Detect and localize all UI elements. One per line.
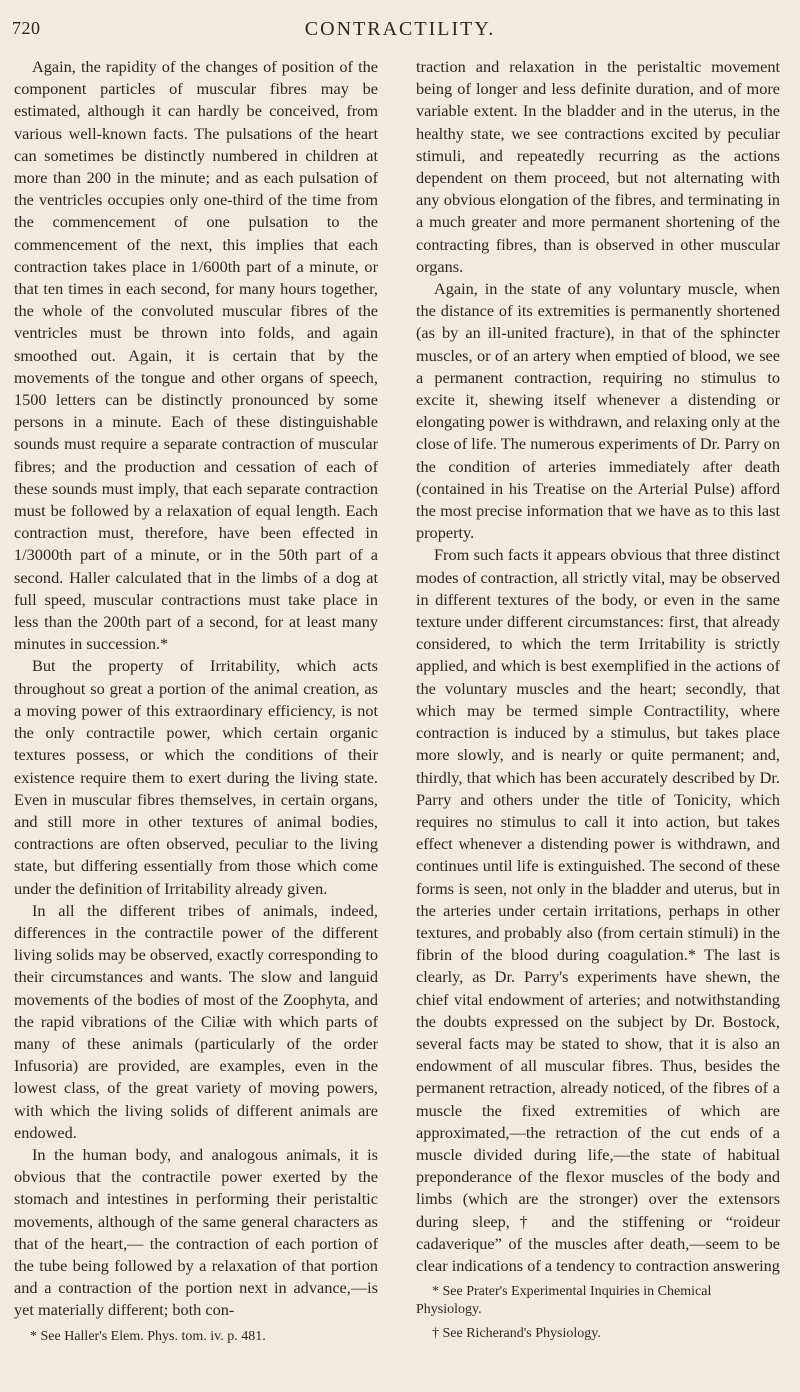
paragraph: Again, in the state of any voluntary muscle, when the distance of its extremities is permanently shortened (as by an ill-united fracture), in that of the sphincter muscles, or of an artery when emptied of blood, we see a permanent contraction, requiring no stimulus to excite it, shewing itself whenever a distending or elongating power is withdrawn, and relaxing only at the close of life. The numerous experiments of Dr. Parry on the condition of arteries immediately after death (contained in his Treatise on the Arterial Pulse) afford the most precise information that we have as to this last property. [416, 279, 780, 543]
footnote: * See Haller's Elem. Phys. tom. iv. p. 481. [30, 1328, 266, 1344]
paragraph: But the property of Irritability, which acts throughout so great a portion of the animal creation, as a moving power of this extraordinary efficiency, is not the only contractile power, which certain organic textures possess, or which the conditions of their existence require them to exert during the living state. Even in muscular fibres themselves, in certain organs, and still more in other textures of animal bodies, contractions are often observed, peculiar to the living state, but differing essentially from those which come under the definition of Irritability already given. [14, 656, 378, 898]
paragraph: From such facts it appears obvious that three distinct modes of contraction, all strictly vital, may be observed in different textures of the body, or even in the same texture under different circumstances: first, that already considered, to which the term Irritability is strictly applied, and which is best exemplified in the actions of the voluntary muscles and the heart; secondly, that which may be termed simple Contractility, where contraction is induced by a stimulus, but takes place more slowly, and is nearly or quite permanent; and, thirdly, that which has been accurately described by Dr. Parry and others under the title of Tonicity, which requires no stimulus to call it into action, but takes effect whenever a distending power is withdrawn, and continues until life is extinguished. The second of these forms is seen, not only in the bladder and uterus, but in the arteries under certain irritations, perhaps in other textures, and probably also (from certain stimuli) in the fibrin of the blood during coagulation.* The last is clearly, as Dr. Parry's experiments have shewn, the chief vital endowment of arteries; and notwithstanding the doubts expressed on the subject by Dr. Bostock, several facts may be stated to show, that it is also an endowment of all muscular fibres. Thus, besides the permanent retraction, already noticed, of the fibres of a muscle the fixed extremities of which are approximated,—the retraction of the cut ends of a muscle divided during life,—the state of habitual preponderance of the flexor muscles of the body and limbs (which are the stronger) over the extensors during sleep,† and the stiffening or “roideur cadaverique” of the muscles after death,—seem to be clear indications of a tendency to contraction answering [416, 545, 780, 1275]
paragraph: In all the different tribes of animals, indeed, differences in the contractile power of the different living solids may be observed, exactly corresponding to their circumstances and wants. The slow and languid movements of the bodies of most of the Zoophyta, and the rapid vibrations of the Ciliæ with which parts of many of these animals (particularly of the order Infusoria) are provided, are examples, even in the lowest class, of the great variety of moving powers, with which the living solids of different animals are endowed. [14, 900, 378, 1142]
running-title: CONTRACTILITY. [304, 18, 496, 40]
page-number: 720 [12, 18, 41, 38]
paragraph: traction and relaxation in the peristaltic movement being of longer and less definite duration, and of more variable extent. In the bladder and in the uterus, in the healthy state, we see contractions excited by peculiar stimuli, and repeatedly recurring as the actions dependent on them proceed, but not alternating with any obvious elongation of the fibres, and terminating in a much greater and more permanent shortening of the contracting fibres, than is observed in other muscular organs. [416, 57, 780, 276]
footnote: * See Prater's Experimental Inquiries in Chemical Physiology. [416, 1284, 712, 1318]
paragraph: Again, the rapidity of the changes of position of the component particles of muscular fibres may be estimated, although it can hardly be conceived, from various well-known facts. The pulsations of the heart can sometimes be distinctly numbered in children at more than 200 in the minute; and as each pulsation of the ventricles occupies only one-third of the time from the commencement of one pulsation to the commencement of the next, this implies that each contraction takes place in 1/600th part of a minute, or that ten times in each second, for many hours together, the whole of the convoluted muscular fibres of the ventricles must be thrown into folds, and again smoothed out. Again, it is certain that by the movements of the tongue and other organs of speech, 1500 letters can be distinctly pronounced by some persons in a minute. Each of these distinguishable sounds must require a separate contraction of muscular fibres; and the production and cessation of each of these sounds must imply, that each separate contraction must be followed by a relaxation of equal length. Each contraction must, therefore, have been effected in 1/3000th part of a minute, or in the 50th part of a second. Haller calculated that in the limbs of a dog at full speed, muscular contractions must take place in less than the 200th part of a second, for at least many minutes in succession.* [14, 57, 378, 654]
footnote: † See Richerand's Physiology. [432, 1326, 601, 1342]
left-column [14, 56, 378, 1366]
right-column [416, 56, 780, 1366]
paragraph: In the human body, and analogous animals, it is obvious that the contractile power exerted by the stomach and intestines in performing their peristaltic movements, although of the same general characters as that of the heart,— the contraction of each portion of the tube being followed by a relaxation of that portion and a contraction of the portion next in advance,—is yet materially different; both con- [14, 1144, 378, 1320]
